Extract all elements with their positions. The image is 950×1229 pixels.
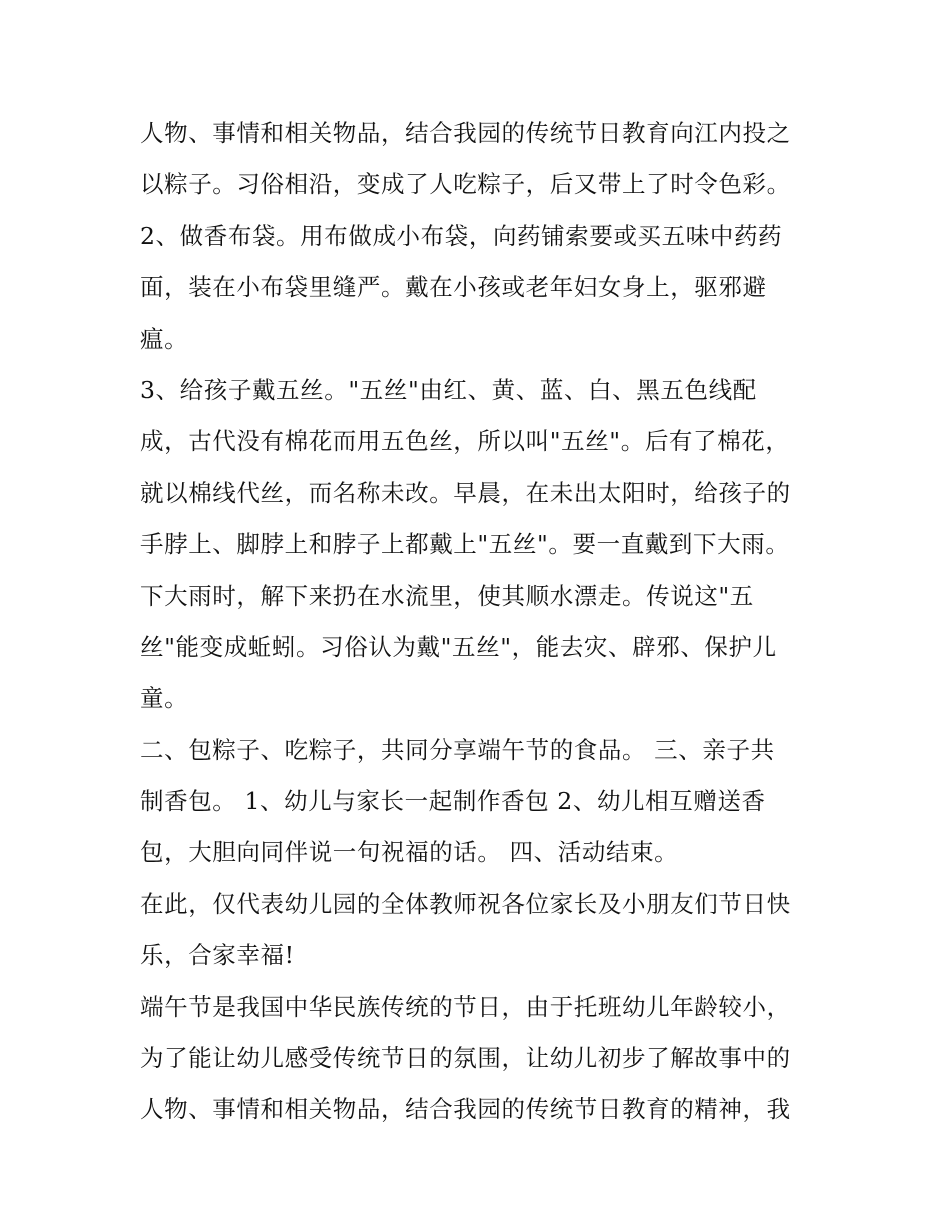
text-line: 面，装在小布袋里缝严。戴在小孩或老年妇女身上，驱邪避: [140, 273, 767, 302]
text-line: 3、给孩子戴五丝。"五丝"由红、黄、蓝、白、黑五色线配: [140, 375, 757, 404]
text-line: 就以棉线代丝，而名称未改。早晨，在未出太阳时，给孩子的: [140, 478, 791, 507]
text-line: 二、包粽子、吃粽子，共同分享端午节的食品。 三、亲子共: [140, 735, 775, 764]
text-line: 丝"能变成蚯蚓。习俗认为戴"五丝"，能去灾、辟邪、保护儿: [140, 632, 777, 661]
text-line: 下大雨时，解下来扔在水流里，使其顺水漂走。传说这"五: [140, 581, 754, 610]
text-line: 成，古代没有棉花而用五色丝，所以叫"五丝"。后有了棉花，: [140, 427, 790, 456]
text-line: 端午节是我国中华民族传统的节日，由于托班幼儿年龄较小，: [140, 992, 791, 1021]
text-line: 在此，仅代表幼儿园的全体教师祝各位家长及小朋友们节日快: [140, 889, 791, 918]
text-line: 瘟。: [140, 324, 189, 353]
text-line: 包，大胆向同伴说一句祝福的话。 四、活动结束。: [140, 838, 679, 867]
text-line: 童。: [140, 684, 189, 713]
text-line: 以粽子。习俗相沿，变成了人吃粽子，后又带上了时令色彩。: [140, 170, 791, 199]
text-line: 制香包。 1、幼儿与家长一起制作香包 2、幼儿相互赠送香: [140, 787, 766, 816]
text-line: 2、做香布袋。用布做成小布袋，向药铺索要或买五味中药药: [140, 221, 783, 250]
text-line: 乐，合家幸福!: [140, 941, 295, 970]
text-line: 人物、事情和相关物品，结合我园的传统节日教育的精神，我: [140, 1095, 791, 1124]
text-line: 人物、事情和相关物品，结合我园的传统节日教育向江内投之: [140, 119, 791, 147]
body-text: [140, 108, 820, 1136]
text-line: 手脖上、脚脖上和脖子上都戴上"五丝"。要一直戴到下大雨。: [140, 530, 790, 559]
text-line: 为了能让幼儿感受传统节日的氛围，让幼儿初步了解故事中的: [140, 1044, 791, 1073]
